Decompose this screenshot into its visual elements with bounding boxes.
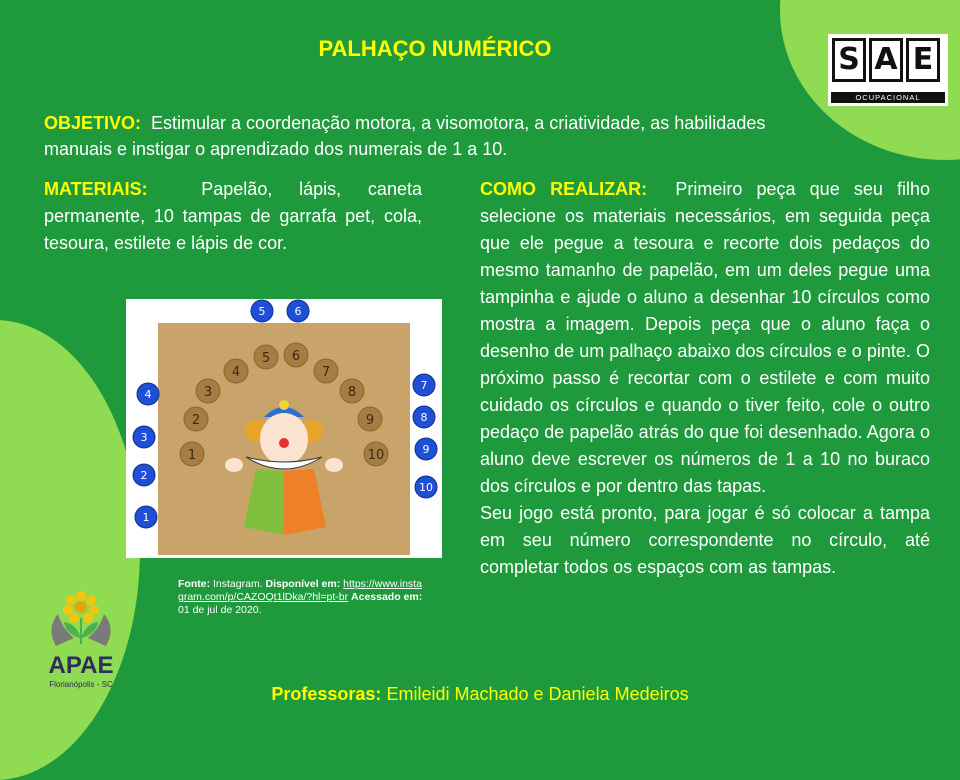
- number-hole-label: 9: [365, 413, 375, 428]
- how-to-label: COMO REALIZAR:: [480, 179, 648, 199]
- how-to-section: [480, 176, 930, 581]
- bottle-cap-label: 8: [420, 411, 428, 424]
- bottle-cap-label: 4: [144, 388, 152, 401]
- number-hole-label: 3: [203, 385, 213, 400]
- footer-names: Emileidi Machado e Daniela Medeiros: [386, 684, 689, 704]
- image-source-credit: [178, 578, 423, 617]
- footer-credits: [0, 684, 960, 705]
- number-hole-label: 5: [261, 351, 271, 366]
- number-hole-label: 4: [231, 365, 241, 380]
- number-hole-label: 2: [191, 413, 201, 428]
- clown-hand-right: [325, 458, 343, 472]
- objective-text: Estimular a coordenação motora, a visomotora, a criatividade, as habilidades manuais e instigar o aprendizado dos numerais de 1 a 10.: [44, 113, 766, 159]
- bottle-cap-label: 7: [420, 379, 428, 392]
- page-title: PALHAÇO NUMÉRICO: [318, 36, 552, 61]
- number-hole-label: 10: [367, 448, 385, 463]
- sae-letter-s: S: [832, 38, 866, 82]
- clown-game-illustration: [126, 299, 442, 558]
- source-acessado-label: Acessado em:: [351, 591, 423, 603]
- materials-text: Papelão, lápis, caneta permanente, 10 tampas de garrafa pet, cola, tesoura, estilete e lápis de cor.: [44, 179, 422, 253]
- apae-logo: [36, 588, 126, 700]
- bottle-cap-label: 3: [140, 431, 148, 444]
- number-hole-label: 7: [321, 365, 331, 380]
- sae-letter-e: E: [906, 38, 940, 82]
- number-hole-label: 1: [187, 448, 197, 463]
- objective-section: [44, 110, 804, 162]
- apae-flower-center: [75, 601, 87, 613]
- source-fonte-value: Instagram.: [213, 578, 263, 590]
- bottle-cap-label: 2: [140, 469, 148, 482]
- objective-label: OBJETIVO:: [44, 113, 142, 133]
- sae-logo: [828, 34, 948, 106]
- source-fonte-label: Fonte:: [178, 578, 211, 590]
- apae-city: Florianópolis - SC: [49, 680, 113, 689]
- clown-nose: [279, 438, 289, 448]
- how-to-text-1: Primeiro peça que seu filho selecione os materiais necessários, em seguida peça que ele pegue a tesoura e recorte dois pedaços do mesmo tamanho de papelão, em um deles pegue uma tampinha e ajude o aluno a desenhar 10 círculos como mostra a imagem. Depois peça que o aluno faça o desenho de um palhaço abaixo dos círculos e o pinte. O próximo passo é recortar com o estilete e com muito cuidado os círculos e quando o tiver feito, cole o outro pedaço de papelão atrás do que foi desenhado. Agora o aluno deve escrever os números de 1 a 10 no buraco dos círculos e por dentro das tapas.: [480, 179, 930, 496]
- apae-flower-hands-icon: [36, 588, 126, 652]
- source-acessado-value: 01 de jul de 2020.: [178, 604, 262, 616]
- bottle-cap-label: 6: [294, 305, 302, 318]
- how-to-paragraph-1: [480, 176, 930, 500]
- sae-logo-subtitle: OCUPACIONAL: [831, 92, 945, 103]
- materials-section: [44, 176, 422, 257]
- decorative-blob-bottom-left: [0, 320, 140, 780]
- number-hole-label: 6: [291, 349, 301, 364]
- source-disponivel-label: Disponível em:: [265, 578, 341, 590]
- bottle-cap-label: 10: [419, 481, 433, 494]
- bottle-cap-label: 5: [258, 305, 266, 318]
- sae-letter-a: A: [869, 38, 903, 82]
- clown-game-photo: [126, 299, 442, 558]
- clown-hand-left: [225, 458, 243, 472]
- apae-name: APAE: [48, 652, 114, 679]
- sae-logo-letters: [832, 38, 940, 82]
- bottle-cap-label: 1: [142, 511, 150, 524]
- how-to-paragraph-2: Seu jogo está pronto, para jogar é só colocar a tampa em seu número correspondente no círculo, até completar todos os espaços com as tampas.: [480, 503, 930, 577]
- footer-label: Professoras:: [271, 684, 382, 704]
- clown-hat-pompom: [279, 400, 289, 410]
- materials-label: MATERIAIS:: [44, 179, 148, 199]
- number-hole-label: 8: [347, 385, 357, 400]
- source-link[interactable]: https://www.instagram.com/p/CAZOQt1lDka/?hl=pt-br: [178, 578, 422, 603]
- bottle-cap-label: 9: [422, 443, 430, 456]
